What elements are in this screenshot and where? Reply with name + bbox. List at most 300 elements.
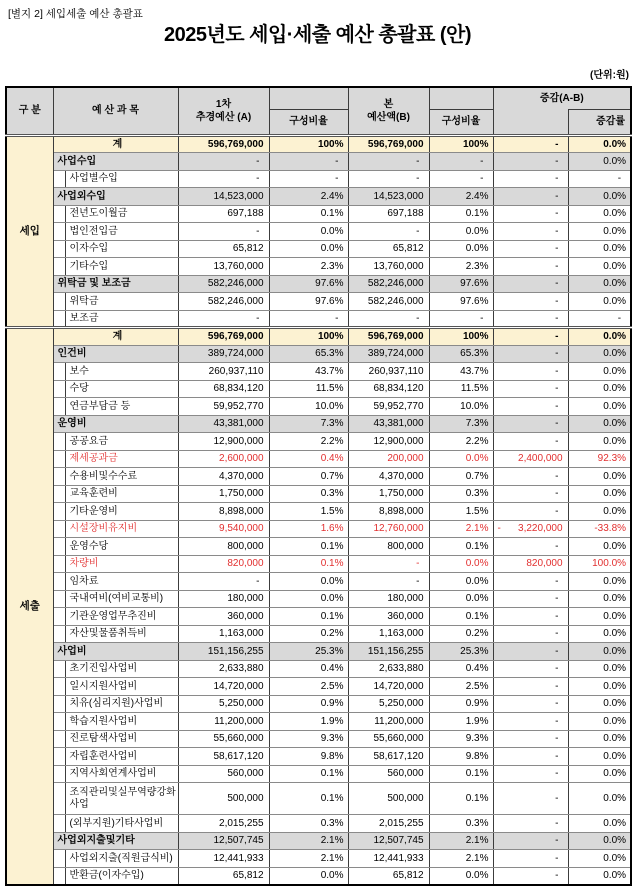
table-row bbox=[6, 275, 631, 293]
cell-diff-rate: 0.0% bbox=[568, 573, 631, 591]
cell-subject: 계 bbox=[53, 328, 178, 346]
cell-subject: 사업외지출및기타 bbox=[53, 832, 178, 850]
cell-diff: - bbox=[493, 363, 568, 381]
cell-ratio-a: 2.3% bbox=[269, 258, 348, 276]
cell-subject: 국내여비(여비교통비) bbox=[65, 590, 178, 608]
cell-diff-rate: 0.0% bbox=[568, 485, 631, 503]
indent-cell bbox=[53, 170, 65, 188]
cell-diff: - bbox=[493, 433, 568, 451]
table-row bbox=[6, 188, 631, 206]
indent-cell bbox=[53, 815, 65, 833]
cell-budget-a: 360,000 bbox=[178, 608, 269, 626]
indent-cell bbox=[53, 258, 65, 276]
cell-diff-rate: 0.0% bbox=[568, 643, 631, 661]
cell-budget-a: 8,898,000 bbox=[178, 503, 269, 521]
cell-budget-b: 2,633,880 bbox=[348, 660, 429, 678]
cell-diff-rate: 0.0% bbox=[568, 380, 631, 398]
col-header-category: 구 분 bbox=[6, 87, 53, 135]
cell-budget-a: 13,760,000 bbox=[178, 258, 269, 276]
col-header-ratio-b: 구성비율 bbox=[429, 109, 493, 135]
table-row bbox=[6, 433, 631, 451]
cell-diff-rate: 0.0% bbox=[568, 783, 631, 815]
cell-diff-rate: 0.0% bbox=[568, 503, 631, 521]
col-header-budget-b-line2: 예산액(B) bbox=[367, 111, 410, 123]
cell-ratio-b: 97.6% bbox=[429, 293, 493, 311]
table-row bbox=[6, 867, 631, 885]
table-row bbox=[6, 678, 631, 696]
cell-budget-a: 55,660,000 bbox=[178, 730, 269, 748]
cell-subject: 진로탐색사업비 bbox=[65, 730, 178, 748]
cell-diff: - bbox=[493, 328, 568, 346]
cell-ratio-a: 0.4% bbox=[269, 450, 348, 468]
cell-ratio-b: 2.1% bbox=[429, 520, 493, 538]
cell-ratio-b: 0.1% bbox=[429, 538, 493, 556]
table-row bbox=[6, 450, 631, 468]
cell-diff-rate: 0.0% bbox=[568, 433, 631, 451]
cell-diff: 2,400,000 bbox=[493, 450, 568, 468]
cell-subject: 법인전입금 bbox=[65, 223, 178, 241]
cell-ratio-b: 2.2% bbox=[429, 433, 493, 451]
cell-subject: 보조금 bbox=[65, 310, 178, 328]
cell-ratio-b: - bbox=[429, 153, 493, 171]
cell-subject: 임차료 bbox=[65, 573, 178, 591]
cell-subject: 초기진입사업비 bbox=[65, 660, 178, 678]
cell-ratio-b: 97.6% bbox=[429, 275, 493, 293]
table-row bbox=[6, 485, 631, 503]
cell-ratio-a: 0.0% bbox=[269, 240, 348, 258]
indent-cell bbox=[53, 485, 65, 503]
cell-budget-b: 59,952,770 bbox=[348, 398, 429, 416]
col-header-subject: 예 산 과 목 bbox=[53, 87, 178, 135]
cell-budget-b: 1,750,000 bbox=[348, 485, 429, 503]
cell-diff-rate: 0.0% bbox=[568, 850, 631, 868]
cell-subject: (외부지원)기타사업비 bbox=[65, 815, 178, 833]
cell-budget-a: 58,617,120 bbox=[178, 748, 269, 766]
cell-diff-rate: 0.0% bbox=[568, 415, 631, 433]
cell-ratio-a: 25.3% bbox=[269, 643, 348, 661]
cell-diff: - bbox=[493, 345, 568, 363]
cell-ratio-a: 97.6% bbox=[269, 275, 348, 293]
cell-ratio-a: 0.3% bbox=[269, 815, 348, 833]
cell-budget-b: 260,937,110 bbox=[348, 363, 429, 381]
cell-diff: - bbox=[493, 153, 568, 171]
cell-diff-rate: 0.0% bbox=[568, 730, 631, 748]
cell-ratio-a: 0.1% bbox=[269, 783, 348, 815]
cell-budget-a: 260,937,110 bbox=[178, 363, 269, 381]
cell-diff: - bbox=[493, 223, 568, 241]
indent-cell bbox=[53, 310, 65, 328]
cell-diff: - bbox=[493, 188, 568, 206]
cell-ratio-a: 9.3% bbox=[269, 730, 348, 748]
cell-ratio-a: 2.5% bbox=[269, 678, 348, 696]
cell-budget-b: - bbox=[348, 310, 429, 328]
cell-diff: - bbox=[493, 468, 568, 486]
cell-ratio-a: 7.3% bbox=[269, 415, 348, 433]
cell-ratio-a: 0.1% bbox=[269, 538, 348, 556]
indent-cell bbox=[53, 398, 65, 416]
cell-ratio-b: 2.1% bbox=[429, 850, 493, 868]
cell-subject: 위탁금 및 보조금 bbox=[53, 275, 178, 293]
cell-diff-rate: - bbox=[568, 170, 631, 188]
cell-ratio-b: 0.1% bbox=[429, 783, 493, 815]
cell-budget-a: 389,724,000 bbox=[178, 345, 269, 363]
cell-diff-rate: 0.0% bbox=[568, 832, 631, 850]
col-header-budget-b bbox=[348, 87, 429, 135]
cell-subject: 교육훈련비 bbox=[65, 485, 178, 503]
cell-ratio-a: 43.7% bbox=[269, 363, 348, 381]
table-row bbox=[6, 345, 631, 363]
indent-cell bbox=[53, 555, 65, 573]
cell-diff: - bbox=[493, 485, 568, 503]
cell-budget-a: 14,720,000 bbox=[178, 678, 269, 696]
cell-budget-b: 389,724,000 bbox=[348, 345, 429, 363]
cell-ratio-a: 0.9% bbox=[269, 695, 348, 713]
cell-diff-rate: 0.0% bbox=[568, 275, 631, 293]
cell-diff-rate: -33.8% bbox=[568, 520, 631, 538]
table-row bbox=[6, 223, 631, 241]
cell-budget-b: 500,000 bbox=[348, 783, 429, 815]
table-row bbox=[6, 468, 631, 486]
indent-cell bbox=[53, 695, 65, 713]
cell-budget-b: 14,523,000 bbox=[348, 188, 429, 206]
cell-diff: - bbox=[493, 643, 568, 661]
cell-budget-a: 4,370,000 bbox=[178, 468, 269, 486]
cell-subject: 자립훈련사업비 bbox=[65, 748, 178, 766]
cell-diff: - bbox=[493, 135, 568, 153]
cell-diff: - bbox=[493, 170, 568, 188]
cell-budget-a: 180,000 bbox=[178, 590, 269, 608]
cell-ratio-b: 0.3% bbox=[429, 815, 493, 833]
cell-ratio-b: 43.7% bbox=[429, 363, 493, 381]
cell-budget-a: 596,769,000 bbox=[178, 328, 269, 346]
indent-cell bbox=[53, 713, 65, 731]
cell-ratio-b: 0.0% bbox=[429, 573, 493, 591]
cell-diff-rate: 0.0% bbox=[568, 713, 631, 731]
cell-budget-a: 5,250,000 bbox=[178, 695, 269, 713]
cell-diff-rate: 92.3% bbox=[568, 450, 631, 468]
cell-diff: - bbox=[493, 748, 568, 766]
cell-diff: - bbox=[493, 730, 568, 748]
cell-ratio-b: 65.3% bbox=[429, 345, 493, 363]
cell-ratio-a: 0.0% bbox=[269, 573, 348, 591]
table-row bbox=[6, 555, 631, 573]
indent-cell bbox=[53, 625, 65, 643]
cell-diff-rate: 0.0% bbox=[568, 815, 631, 833]
cell-diff: - bbox=[493, 205, 568, 223]
cell-ratio-b: - bbox=[429, 310, 493, 328]
cell-diff-rate: 0.0% bbox=[568, 398, 631, 416]
cell-budget-a: 800,000 bbox=[178, 538, 269, 556]
attachment-note: [별지 2] 세입세출 예산 총괄표 bbox=[8, 8, 143, 20]
cell-ratio-a: 2.1% bbox=[269, 832, 348, 850]
cell-ratio-b: 0.0% bbox=[429, 867, 493, 885]
cell-diff-rate: 0.0% bbox=[568, 608, 631, 626]
cell-diff: - bbox=[493, 310, 568, 328]
cell-budget-b: 13,760,000 bbox=[348, 258, 429, 276]
cell-budget-b: 65,812 bbox=[348, 240, 429, 258]
cell-budget-a: 9,540,000 bbox=[178, 520, 269, 538]
cell-diff-rate: 0.0% bbox=[568, 748, 631, 766]
page-title: 2025년도 세입·세출 예산 총괄표 (안) bbox=[163, 24, 472, 46]
cell-diff: - bbox=[493, 590, 568, 608]
cell-ratio-b: 0.1% bbox=[429, 205, 493, 223]
cell-ratio-b: 100% bbox=[429, 328, 493, 346]
unit-label: (단위:원) bbox=[590, 70, 629, 81]
cell-diff-rate: 0.0% bbox=[568, 678, 631, 696]
cell-ratio-b: 1.9% bbox=[429, 713, 493, 731]
cell-diff: - bbox=[493, 380, 568, 398]
cell-budget-b: - bbox=[348, 573, 429, 591]
cell-ratio-b: 0.1% bbox=[429, 608, 493, 626]
cell-subject: 연금부담금 등 bbox=[65, 398, 178, 416]
cell-ratio-b: 9.8% bbox=[429, 748, 493, 766]
cell-diff: - bbox=[493, 538, 568, 556]
indent-cell bbox=[53, 433, 65, 451]
cell-ratio-b: 0.0% bbox=[429, 240, 493, 258]
indent-cell bbox=[53, 240, 65, 258]
cell-diff-rate: 0.0% bbox=[568, 660, 631, 678]
cell-diff: - bbox=[493, 573, 568, 591]
cell-ratio-b: 0.0% bbox=[429, 590, 493, 608]
cell-budget-a: 560,000 bbox=[178, 765, 269, 783]
table-row bbox=[6, 815, 631, 833]
cell-ratio-b: 10.0% bbox=[429, 398, 493, 416]
cell-diff: - bbox=[493, 783, 568, 815]
cell-ratio-a: 2.4% bbox=[269, 188, 348, 206]
col-header-budget-a-line2: 추경예산 (A) bbox=[195, 111, 252, 123]
cell-budget-b: - bbox=[348, 555, 429, 573]
cell-subject: 운영비 bbox=[53, 415, 178, 433]
cell-subject: 조직관리및실무역량강화사업 bbox=[65, 783, 178, 815]
cell-budget-b: 12,900,000 bbox=[348, 433, 429, 451]
cell-ratio-a: 0.1% bbox=[269, 608, 348, 626]
budget-table-body bbox=[6, 135, 631, 885]
table-row bbox=[6, 328, 631, 346]
cell-subject: 기관운영업무추진비 bbox=[65, 608, 178, 626]
indent-cell bbox=[53, 205, 65, 223]
cell-subject: 운영수당 bbox=[65, 538, 178, 556]
cell-ratio-a: 0.4% bbox=[269, 660, 348, 678]
cell-subject: 지역사회연계사업비 bbox=[65, 765, 178, 783]
cell-diff-rate: 0.0% bbox=[568, 538, 631, 556]
cell-ratio-a: 1.6% bbox=[269, 520, 348, 538]
cell-budget-a: 59,952,770 bbox=[178, 398, 269, 416]
cell-diff: - bbox=[493, 660, 568, 678]
cell-budget-a: - bbox=[178, 170, 269, 188]
cell-ratio-b: 0.3% bbox=[429, 485, 493, 503]
table-row bbox=[6, 573, 631, 591]
cell-subject: 사업외수입 bbox=[53, 188, 178, 206]
cell-diff: - bbox=[493, 415, 568, 433]
cell-ratio-b: 2.4% bbox=[429, 188, 493, 206]
cell-ratio-b: 2.3% bbox=[429, 258, 493, 276]
cell-budget-b: 65,812 bbox=[348, 867, 429, 885]
cell-diff-rate: 0.0% bbox=[568, 363, 631, 381]
cell-subject: 이자수입 bbox=[65, 240, 178, 258]
cell-budget-b: 360,000 bbox=[348, 608, 429, 626]
table-row bbox=[6, 713, 631, 731]
indent-cell bbox=[53, 503, 65, 521]
table-row bbox=[6, 170, 631, 188]
cell-ratio-b: 1.5% bbox=[429, 503, 493, 521]
indent-cell bbox=[53, 660, 65, 678]
table-row bbox=[6, 695, 631, 713]
cell-budget-b: 12,507,745 bbox=[348, 832, 429, 850]
cell-diff: - bbox=[493, 832, 568, 850]
col-header-budget-b-line1: 본 bbox=[383, 98, 394, 110]
indent-cell bbox=[53, 730, 65, 748]
cell-budget-a: 596,769,000 bbox=[178, 135, 269, 153]
cell-diff-rate: 0.0% bbox=[568, 223, 631, 241]
cell-budget-a: - bbox=[178, 310, 269, 328]
indent-cell bbox=[53, 850, 65, 868]
cell-diff: - bbox=[493, 258, 568, 276]
cell-diff-rate: 0.0% bbox=[568, 240, 631, 258]
cell-diff-value: 3,220,000 bbox=[518, 523, 563, 534]
cell-ratio-b: 0.9% bbox=[429, 695, 493, 713]
indent-cell bbox=[53, 748, 65, 766]
cell-diff: - bbox=[493, 240, 568, 258]
indent-cell bbox=[53, 678, 65, 696]
cell-subject: 기타수입 bbox=[65, 258, 178, 276]
cell-budget-b: 697,188 bbox=[348, 205, 429, 223]
cell-subject: 사업수입 bbox=[53, 153, 178, 171]
cell-diff-rate: - bbox=[568, 310, 631, 328]
cell-subject: 자산및물품취득비 bbox=[65, 625, 178, 643]
indent-cell bbox=[53, 783, 65, 815]
col-header-budget-a-line1: 1차 bbox=[215, 98, 232, 110]
cell-subject: 사업비 bbox=[53, 643, 178, 661]
cell-budget-b: 200,000 bbox=[348, 450, 429, 468]
indent-cell bbox=[53, 223, 65, 241]
col-header-budget-a bbox=[178, 87, 269, 135]
cell-budget-b: - bbox=[348, 153, 429, 171]
cell-budget-a: 582,246,000 bbox=[178, 275, 269, 293]
cell-ratio-b: 9.3% bbox=[429, 730, 493, 748]
cell-ratio-b: 0.1% bbox=[429, 765, 493, 783]
cell-ratio-a: 0.0% bbox=[269, 867, 348, 885]
cell-diff: - bbox=[493, 678, 568, 696]
cell-ratio-a: 100% bbox=[269, 328, 348, 346]
indent-cell bbox=[53, 573, 65, 591]
cell-diff-rate: 0.0% bbox=[568, 695, 631, 713]
cell-budget-a: 1,163,000 bbox=[178, 625, 269, 643]
table-row bbox=[6, 520, 631, 538]
cell-subject: 수당 bbox=[65, 380, 178, 398]
cell-budget-a: 500,000 bbox=[178, 783, 269, 815]
cell-ratio-a: - bbox=[269, 153, 348, 171]
cell-subject: 반환금(이자수입) bbox=[65, 867, 178, 885]
cell-budget-b: 582,246,000 bbox=[348, 275, 429, 293]
cell-diff-rate: 0.0% bbox=[568, 328, 631, 346]
cell-ratio-b: 0.7% bbox=[429, 468, 493, 486]
cell-diff-rate: 0.0% bbox=[568, 135, 631, 153]
cell-subject: 차량비 bbox=[65, 555, 178, 573]
header-spacer-diff bbox=[493, 109, 568, 135]
cell-budget-b: 11,200,000 bbox=[348, 713, 429, 731]
cell-ratio-b: 7.3% bbox=[429, 415, 493, 433]
cell-ratio-b: 0.0% bbox=[429, 223, 493, 241]
cell-budget-b: 12,441,933 bbox=[348, 850, 429, 868]
cell-diff-rate: 0.0% bbox=[568, 345, 631, 363]
cell-diff: - bbox=[493, 398, 568, 416]
cell-diff-rate: 100.0% bbox=[568, 555, 631, 573]
cell-diff: - bbox=[493, 608, 568, 626]
header-spacer-ratio-b bbox=[429, 87, 493, 109]
cell-ratio-a: 1.9% bbox=[269, 713, 348, 731]
cell-diff: - bbox=[493, 503, 568, 521]
cell-budget-b: 8,898,000 bbox=[348, 503, 429, 521]
cell-ratio-a: 9.8% bbox=[269, 748, 348, 766]
cell-ratio-a: 0.1% bbox=[269, 555, 348, 573]
cell-ratio-b: 100% bbox=[429, 135, 493, 153]
category-cell: 세출 bbox=[6, 328, 53, 885]
table-row bbox=[6, 783, 631, 815]
cell-budget-b: 4,370,000 bbox=[348, 468, 429, 486]
cell-ratio-a: 0.1% bbox=[269, 765, 348, 783]
cell-budget-b: 5,250,000 bbox=[348, 695, 429, 713]
indent-cell bbox=[53, 520, 65, 538]
cell-ratio-b: 11.5% bbox=[429, 380, 493, 398]
cell-budget-a: - bbox=[178, 223, 269, 241]
table-row bbox=[6, 398, 631, 416]
cell-diff-rate: 0.0% bbox=[568, 590, 631, 608]
cell-budget-b: - bbox=[348, 170, 429, 188]
cell-subject: 치유(심리지원)사업비 bbox=[65, 695, 178, 713]
cell-diff: - bbox=[493, 293, 568, 311]
cell-ratio-a: 0.0% bbox=[269, 590, 348, 608]
cell-diff-rate: 0.0% bbox=[568, 625, 631, 643]
cell-diff bbox=[493, 520, 568, 538]
table-row bbox=[6, 380, 631, 398]
cell-budget-a: 68,834,120 bbox=[178, 380, 269, 398]
cell-budget-a: 43,381,000 bbox=[178, 415, 269, 433]
cell-budget-b: - bbox=[348, 223, 429, 241]
cell-diff-rate: 0.0% bbox=[568, 153, 631, 171]
cell-ratio-b: 25.3% bbox=[429, 643, 493, 661]
cell-diff: - bbox=[493, 867, 568, 885]
cell-ratio-a: 2.2% bbox=[269, 433, 348, 451]
cell-budget-a: 2,600,000 bbox=[178, 450, 269, 468]
cell-subject: 시설장비유지비 bbox=[65, 520, 178, 538]
table-row bbox=[6, 748, 631, 766]
cell-ratio-b: 2.1% bbox=[429, 832, 493, 850]
indent-cell bbox=[53, 590, 65, 608]
cell-diff-rate: 0.0% bbox=[568, 293, 631, 311]
cell-budget-b: 14,720,000 bbox=[348, 678, 429, 696]
indent-cell bbox=[53, 608, 65, 626]
table-header bbox=[6, 87, 631, 135]
cell-diff: - bbox=[493, 815, 568, 833]
cell-ratio-a: 0.1% bbox=[269, 205, 348, 223]
cell-budget-b: 180,000 bbox=[348, 590, 429, 608]
cell-subject: 기타운영비 bbox=[65, 503, 178, 521]
cell-ratio-b: 0.2% bbox=[429, 625, 493, 643]
cell-ratio-a: 2.1% bbox=[269, 850, 348, 868]
cell-budget-b: 55,660,000 bbox=[348, 730, 429, 748]
cell-budget-a: 12,900,000 bbox=[178, 433, 269, 451]
cell-diff: - bbox=[493, 625, 568, 643]
indent-cell bbox=[53, 538, 65, 556]
indent-cell bbox=[53, 293, 65, 311]
cell-budget-b: 1,163,000 bbox=[348, 625, 429, 643]
cell-budget-b: 58,617,120 bbox=[348, 748, 429, 766]
table-row bbox=[6, 503, 631, 521]
cell-diff-rate: 0.0% bbox=[568, 188, 631, 206]
indent-cell bbox=[53, 867, 65, 885]
cell-subject: 사업외지출(직원급식비) bbox=[65, 850, 178, 868]
table-row bbox=[6, 240, 631, 258]
